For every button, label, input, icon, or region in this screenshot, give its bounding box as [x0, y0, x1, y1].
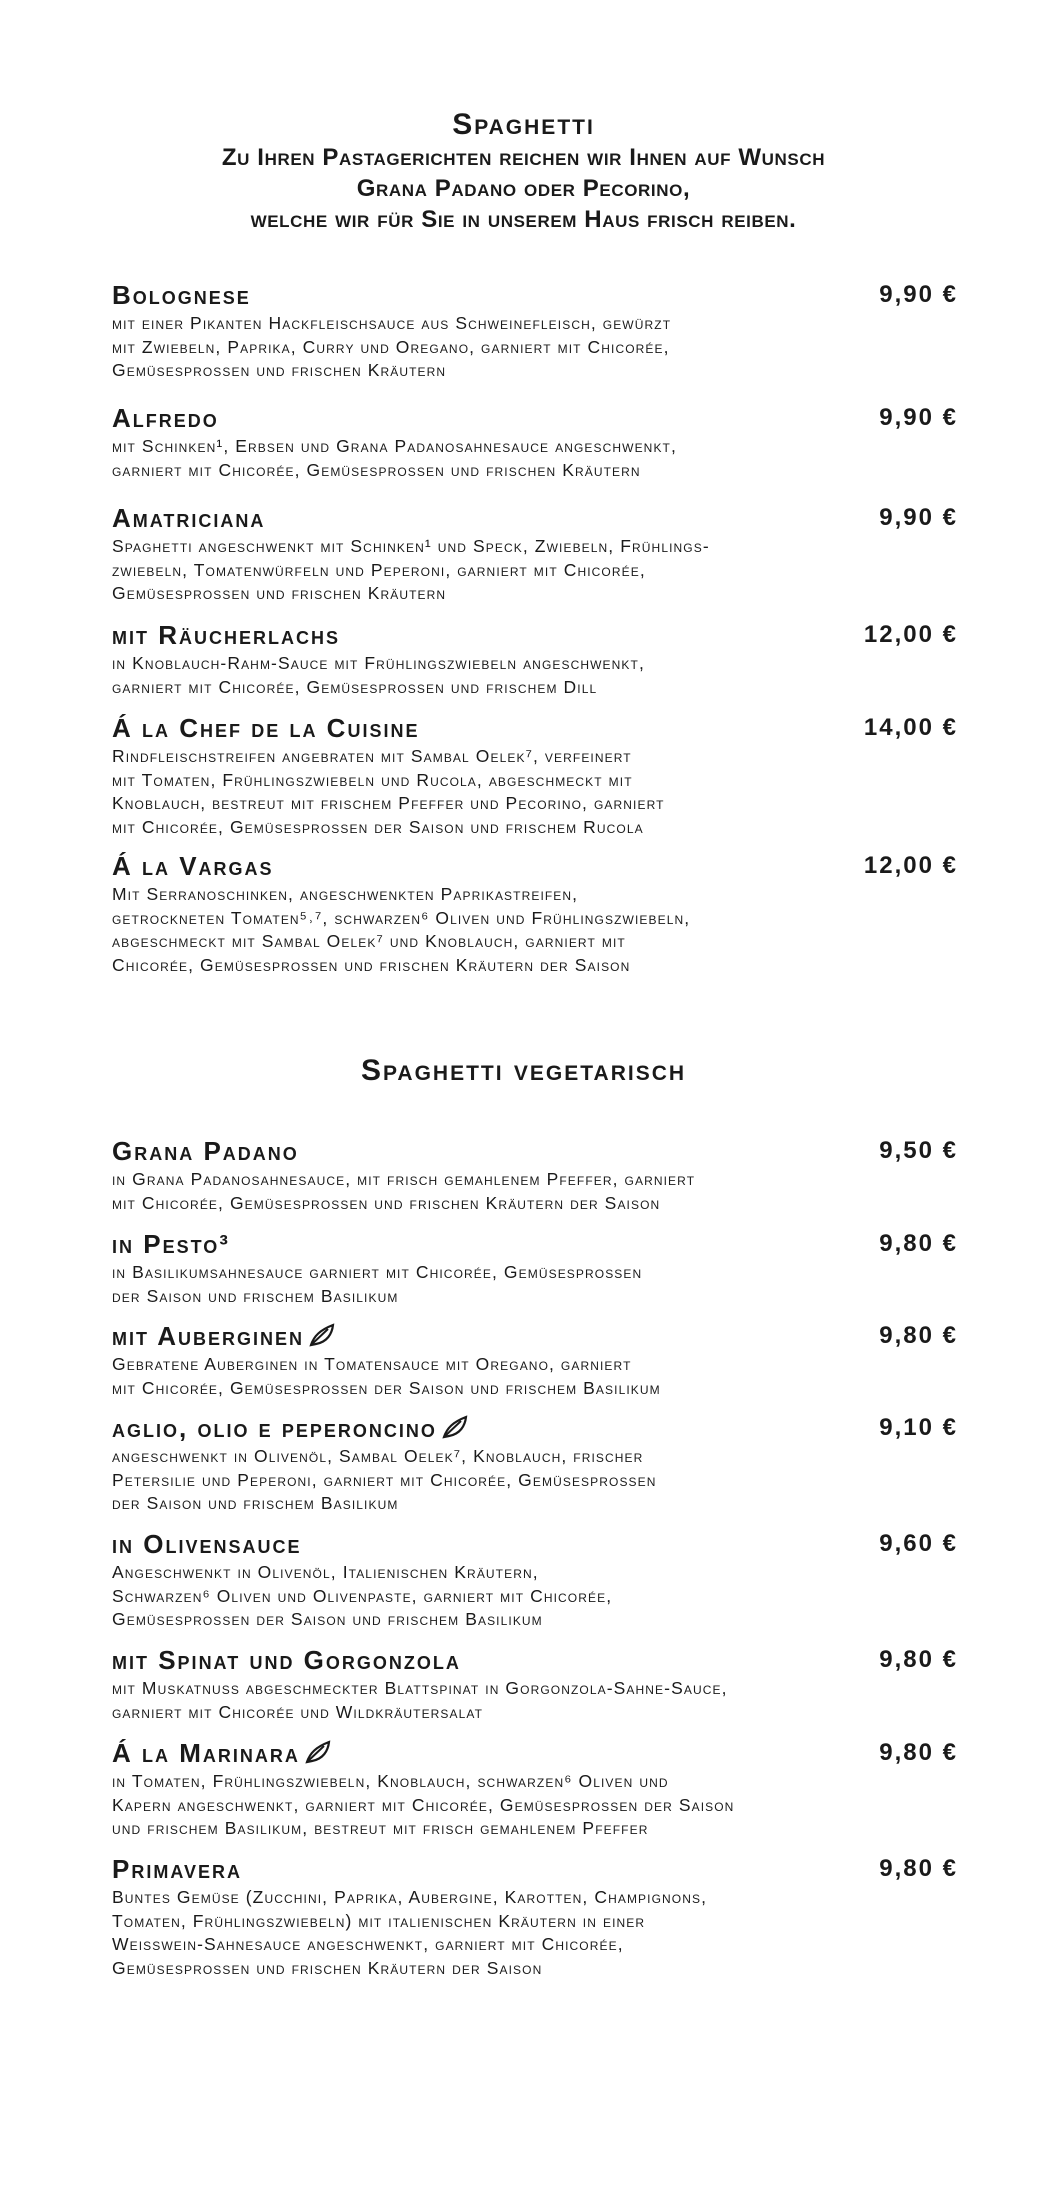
item-description: Rindfleischstreifen angebraten mit Sambal Oelek⁷, verfeinert mit Tomaten, Frühlingszwiebeln und Rucola, abgeschmeckt mit Knoblauch, bestreut mit frischem Pfeffer und Pecorino, garniert mit Chicorée, Gemüsesprossen der Saison und frischem Rucola	[112, 746, 665, 837]
subtitle-line-2: Grana Padano oder Pecorino,	[356, 175, 691, 202]
item-price: 9,10 €	[879, 1414, 958, 1441]
item-name: Amatriciana	[112, 503, 266, 533]
item-name-text: Á la Marinara	[112, 1738, 300, 1768]
item-name: in Olivensauce	[112, 1529, 302, 1559]
menu-item-olivensauce	[112, 1527, 958, 1632]
item-price: 9,90 €	[879, 504, 958, 531]
item-name: in Pesto³	[112, 1229, 230, 1259]
item-price: 9,80 €	[879, 1322, 958, 1349]
menu-item-chef-de-la-cuisine	[112, 711, 958, 839]
item-description: angeschwenkt in Olivenöl, Sambal Oelek⁷, Knoblauch, frischer Petersilie und Peperoni, garniert mit Chicorée, Gemüsesprossen der Saison und frischem Basilikum	[112, 1446, 657, 1513]
item-name: Á la Vargas	[112, 851, 274, 881]
item-price: 9,90 €	[879, 281, 958, 308]
menu-item-raeucherlachs	[112, 618, 958, 699]
item-price: 9,80 €	[879, 1855, 958, 1882]
item-price: 14,00 €	[863, 714, 958, 741]
section-title-vegetarian: Spaghetti vegetarisch	[360, 1054, 687, 1087]
item-description: in Tomaten, Frühlingszwiebeln, Knoblauch, schwarzen⁶ Oliven und Kapern angeschwenkt, garniert mit Chicorée, Gemüsesprossen der Saison und frischem Basilikum, bestreut mit frisch gemahlenem Pfeffer	[112, 1771, 735, 1838]
leaf-icon	[308, 1322, 336, 1348]
item-description: in Knoblauch-Rahm-Sauce mit Frühlingszwiebeln angeschwenkt, garniert mit Chicorée, Gemüsesprossen und frischem Dill	[112, 653, 645, 697]
menu-item-amatriciana	[112, 501, 958, 606]
menu-item-grana-padano	[112, 1134, 958, 1215]
item-description: mit Muskatnuss abgeschmeckter Blattspinat in Gorgonzola-Sahne-Sauce, garniert mit Chicorée und Wildkräutersalat	[112, 1678, 728, 1722]
leaf-icon	[441, 1414, 469, 1440]
menu-item-vargas	[112, 849, 958, 977]
item-description: mit einer Pikanten Hackfleischsauce aus Schweinefleisch, gewürzt mit Zwiebeln, Paprika, Curry und Oregano, garniert mit Chicorée, Gemüsesprossen und frischen Kräutern	[112, 313, 672, 380]
menu-item-aglio-olio	[112, 1411, 958, 1516]
menu-item-marinara	[112, 1736, 958, 1841]
item-name: Bolognese	[112, 280, 251, 310]
item-price: 12,00 €	[863, 852, 958, 879]
item-price: 9,80 €	[879, 1739, 958, 1766]
subtitle-line-3: welche wir für Sie in unserem Haus frisch reiben.	[250, 206, 797, 233]
page-title: Spaghetti	[452, 108, 595, 141]
item-description: Buntes Gemüse (Zucchini, Paprika, Aubergine, Karotten, Champignons, Tomaten, Frühlingszwiebeln) mit italienischen Kräutern in einer Weisswein-Sahnesauce angeschwenkt, garniert mit Chicorée, Gemüsesprossen und frischen Kräutern der Saison	[112, 1887, 708, 1978]
item-description: Gebratene Auberginen in Tomatensauce mit Oregano, garniert mit Chicorée, Gemüsesprossen der Saison und frischem Basilikum	[112, 1354, 661, 1398]
item-price: 12,00 €	[863, 621, 958, 648]
item-name	[112, 1321, 336, 1351]
item-name: mit Spinat und Gorgonzola	[112, 1645, 461, 1675]
menu-item-spinat-gorgonzola	[112, 1643, 958, 1724]
item-name: Grana Padano	[112, 1136, 299, 1166]
item-name: mit Räucherlachs	[112, 620, 340, 650]
item-name: Á la Chef de la Cuisine	[112, 713, 420, 743]
item-description: Spaghetti angeschwenkt mit Schinken¹ und Speck, Zwiebeln, Frühlings- zwiebeln, Tomatenwürfeln und Peperoni, garniert mit Chicorée, Gemüsesprossen und frischen Kräutern	[112, 536, 710, 603]
subtitle-line-1: Zu Ihren Pastagerichten reichen wir Ihnen auf Wunsch	[221, 144, 826, 171]
item-name: Primavera	[112, 1854, 243, 1884]
item-description: Angeschwenkt in Olivenöl, Italienischen Kräutern, Schwarzen⁶ Oliven und Olivenpaste, garniert mit Chicorée, Gemüsesprossen der Saison und frischem Basilikum	[112, 1562, 613, 1629]
menu-item-auberginen	[112, 1319, 958, 1400]
menu-header	[0, 108, 1047, 235]
item-price: 9,80 €	[879, 1230, 958, 1257]
item-name	[112, 1738, 332, 1768]
item-price: 9,60 €	[879, 1530, 958, 1557]
item-description: mit Schinken¹, Erbsen und Grana Padanosahnesauce angeschwenkt, garniert mit Chicorée, Gemüsesprossen und frischen Kräutern	[112, 436, 677, 480]
item-price: 9,90 €	[879, 404, 958, 431]
menu-item-alfredo	[112, 401, 958, 482]
item-name-text: mit Auberginen	[112, 1321, 305, 1351]
item-description: in Basilikumsahnesauce garniert mit Chicorée, Gemüsesprossen der Saison und frischem Basilikum	[112, 1262, 643, 1306]
item-name: Alfredo	[112, 403, 219, 433]
item-price: 9,80 €	[879, 1646, 958, 1673]
menu-item-bolognese	[112, 278, 958, 383]
item-price: 9,50 €	[879, 1137, 958, 1164]
menu-item-primavera	[112, 1852, 958, 1980]
item-description: Mit Serranoschinken, angeschwenkten Paprikastreifen, getrockneten Tomaten⁵˒⁷, schwarzen⁶ Oliven und Frühlingszwiebeln, abgeschmeckt mit Sambal Oelek⁷ und Knoblauch, garniert mit Chicorée, Gemüsesprossen und frischen Kräutern der Saison	[112, 884, 691, 975]
menu-item-pesto	[112, 1227, 958, 1308]
item-name	[112, 1413, 469, 1443]
item-description: in Grana Padanosahnesauce, mit frisch gemahlenem Pfeffer, garniert mit Chicorée, Gemüsesprossen und frischen Kräutern der Saison	[112, 1169, 696, 1213]
item-name-text: aglio, olio e peperoncino	[112, 1413, 437, 1443]
leaf-icon	[304, 1739, 332, 1765]
